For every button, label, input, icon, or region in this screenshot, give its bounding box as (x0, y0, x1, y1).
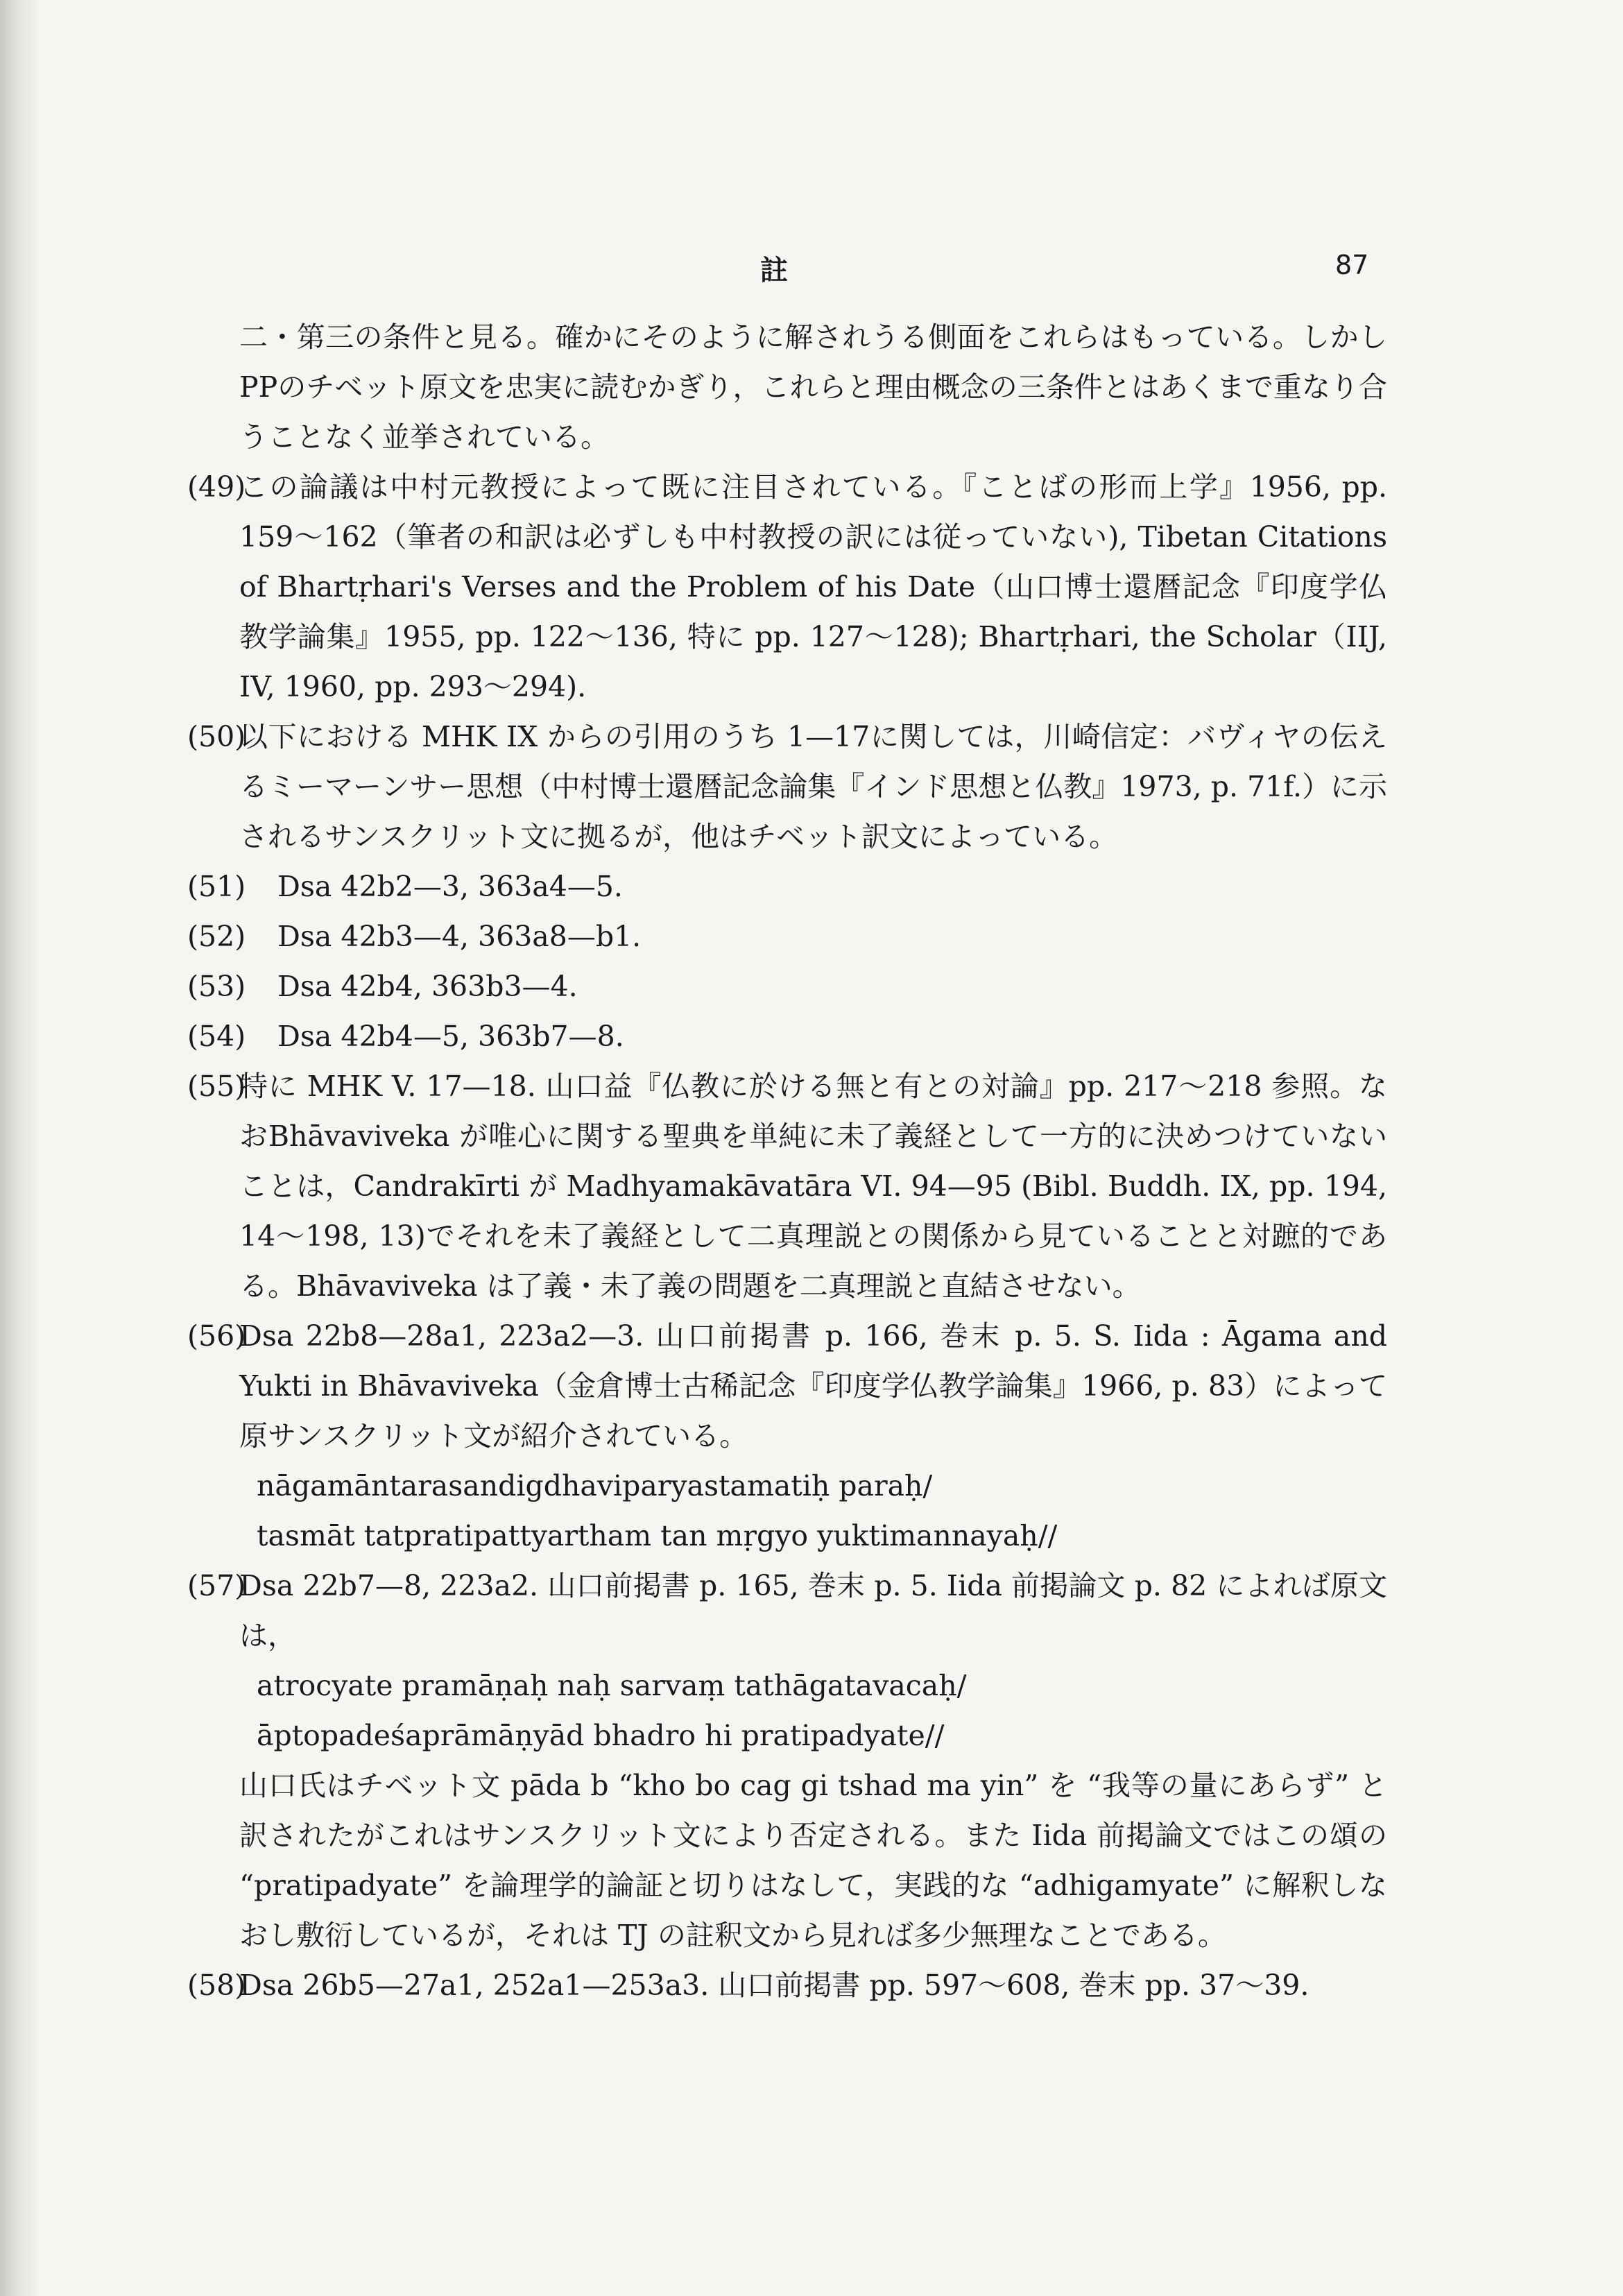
note-number: (53) (187, 970, 246, 1003)
verse-line: āptopadeśaprāmāṇyād bhadro hi pratipadyate// (257, 1719, 945, 1752)
page-number: 87 (1335, 250, 1369, 280)
scan-edge-shadow (0, 0, 42, 2296)
note-57-continuation: 山口氏はチベット文 pāda b “kho bo cag gi tshad ma yin” を “我等の量にあらず” と訳されたがこれはサンスクリット文により否定される。また Iida 前掲論文ではこの頌の “pratipadyate” を論理学的論証と切りはなして，実践的な “adhigamyate” に解釈しなおし敷衍しているが，それは TJ の註釈文から見れば多少無理なことである。 (239, 1769, 1387, 1952)
note-number: (56) (187, 1319, 246, 1353)
note-text: Dsa 22b8—28a1, 223a2—3. 山口前掲書 p. 166, 巻末 p. 5. S. Iida : Āgama and Yukti in Bhāvaviveka（金倉博士古稀記念『印度学仏教学論集』1966, p. 83）によって原サンスクリット文が紹介されている。 (239, 1319, 1387, 1453)
note-51 (187, 862, 1387, 911)
note-number: (55) (187, 1070, 246, 1103)
note-text: Dsa 42b4, 363b3—4. (277, 970, 578, 1003)
note-number: (51) (187, 870, 246, 903)
verse-line: tasmāt tatpratipattyartham tan mṛgyo yuktimannayaḥ// (257, 1519, 1058, 1552)
note-text: Dsa 42b4—5, 363b7—8. (277, 1020, 624, 1053)
note-text: この論議は中村元教授によって既に注目されている。『ことばの形而上学』1956, pp. 159〜162（筆者の和訳は必ずしも中村教授の訳には従っていない), Tibetan Citations of Bhartṛhari's Verses and the Problem of his Date（山口博士還暦記念『印度学仏教学論集』1955, pp. 122〜136, 特に pp. 127〜128); Bhartṛhari, the Scholar（IIJ, IV, 1960, pp. 293〜294). (239, 470, 1387, 703)
note-50 (187, 712, 1387, 862)
notes-body (187, 312, 1387, 2010)
note-57 (187, 1561, 1387, 1661)
note-number: (57) (187, 1569, 246, 1602)
note-54 (187, 1011, 1387, 1061)
note-53 (187, 961, 1387, 1011)
note-number: (58) (187, 1969, 246, 2002)
note-56 (187, 1311, 1387, 1461)
note-52 (187, 911, 1387, 961)
verse-line: nāgamāntarasandigdhaviparyastamatiḥ paraḥ/ (257, 1469, 933, 1502)
note-48-continuation: 二・第三の条件と見る。確かにそのように解されうる側面をこれらはもっている。しかしPPのチベット原文を忠実に読むかぎり，これらと理由概念の三条件とはあくまで重なり合うことなく並挙されている。 (239, 320, 1387, 454)
note-58 (187, 1960, 1387, 2010)
note-number: (50) (187, 720, 246, 753)
note-55 (187, 1061, 1387, 1311)
note-number: (52) (187, 920, 246, 953)
note-text: 以下における MHK IX からの引用のうち 1—17に関しては，川崎信定：バヴィヤの伝えるミーマーンサー思想（中村博士還暦記念論集『インド思想と仏教』1973, p. 71f.）に示されるサンスクリット文に拠るが，他はチベット訳文によっている。 (239, 720, 1387, 853)
verse-line: atrocyate pramāṇaḥ naḥ sarvaṃ tathāgatavacaḥ/ (257, 1669, 967, 1702)
note-text: Dsa 22b7—8, 223a2. 山口前掲書 p. 165, 巻末 p. 5. Iida 前掲論文 p. 82 によれば原文は， (239, 1569, 1387, 1652)
note-text: Dsa 42b3—4, 363a8—b1. (277, 920, 642, 953)
note-49 (187, 462, 1387, 712)
note-text: Dsa 26b5—27a1, 252a1—253a3. 山口前掲書 pp. 597〜608, 巻末 pp. 37〜39. (239, 1969, 1309, 2002)
note-text: 特に MHK V. 17—18. 山口益『仏教に於ける無と有との対論』pp. 217〜218 参照。なおBhāvaviveka が唯心に関する聖典を単純に未了義経として一方的に決めつけていないことは，Candrakīrti が Madhyamakāvatāra VI. 94—95 (Bibl. Buddh. IX, pp. 194, 14〜198, 13)でそれを未了義経として二真理説との関係から見ていることと対蹠的である。Bhāvaviveka は了義・未了義の問題を二真理説と直結させない。 (239, 1070, 1387, 1303)
note-number: (54) (187, 1020, 246, 1053)
note-number: (49) (187, 470, 246, 504)
note-text: Dsa 42b2—3, 363a4—5. (277, 870, 623, 903)
running-header-title: 註 (760, 254, 789, 286)
